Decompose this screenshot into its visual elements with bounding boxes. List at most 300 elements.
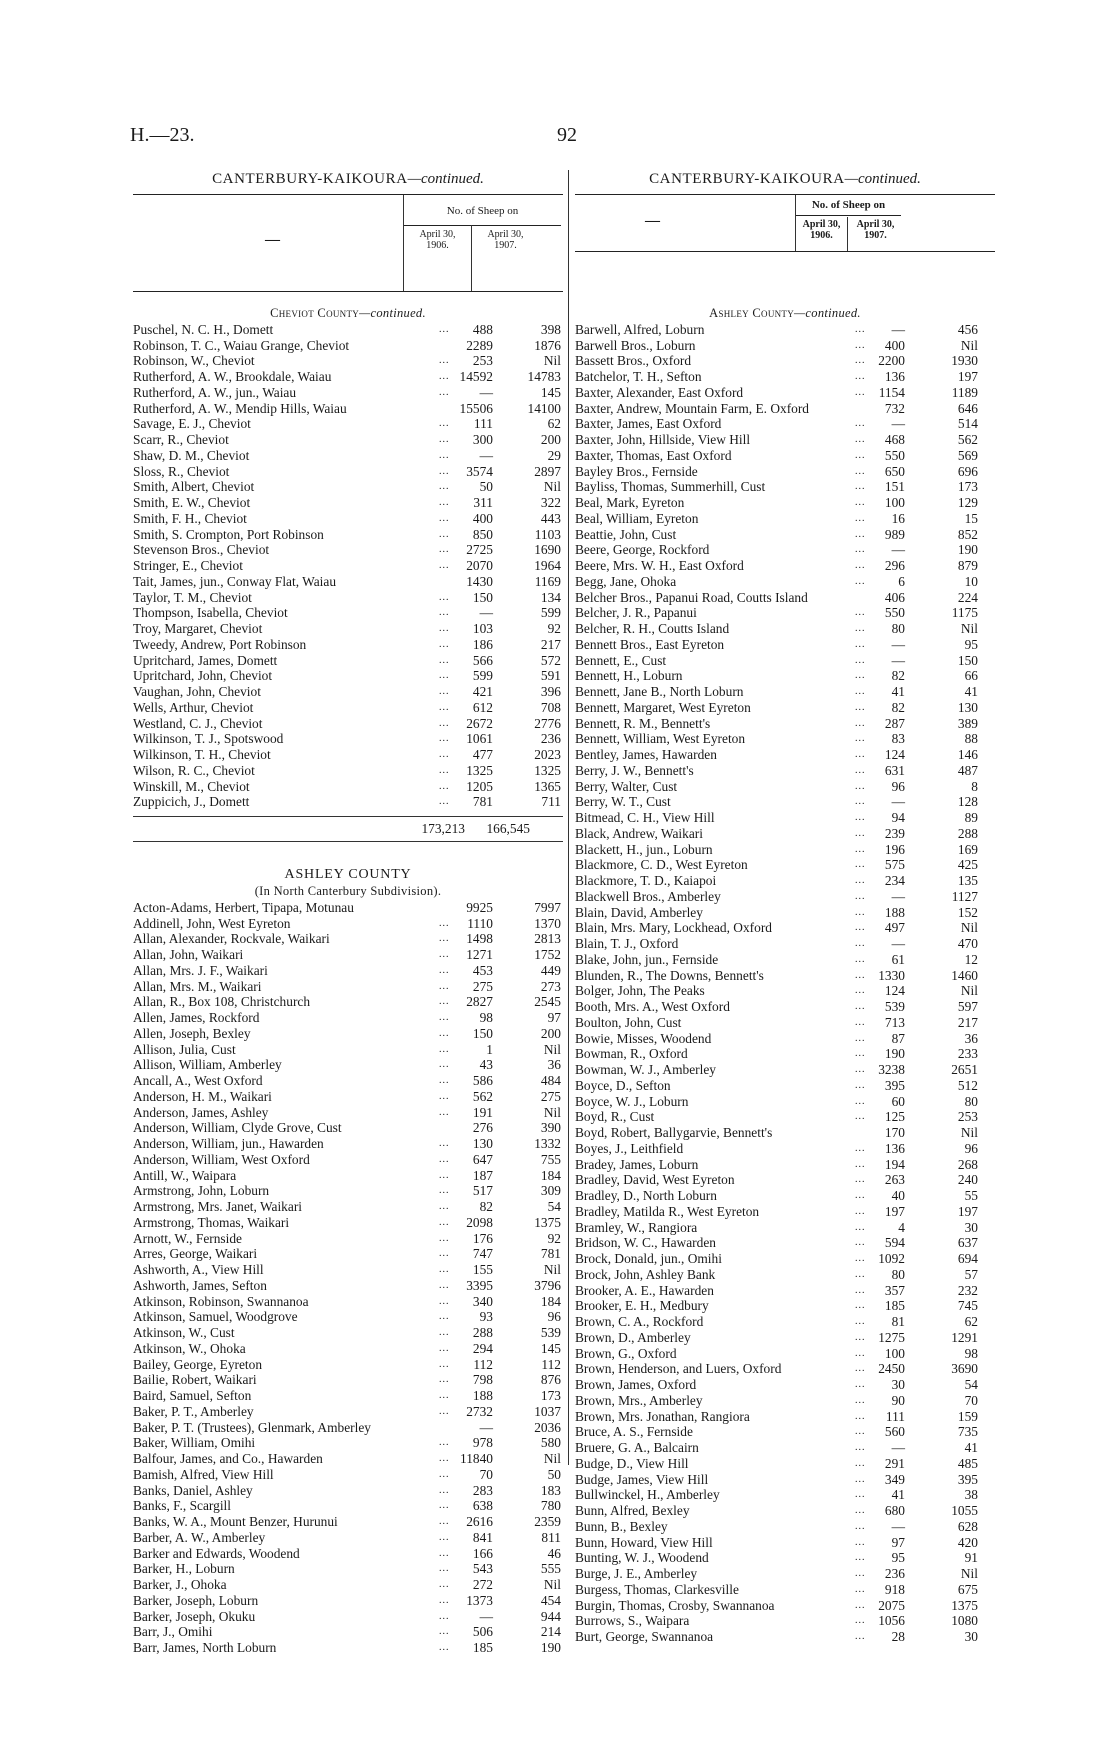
sheep-1907: 7997 (534, 899, 561, 915)
sheep-1907: 1365 (534, 778, 561, 794)
sheep-1907: 1752 (534, 947, 561, 962)
sheep-1907: 780 (540, 1498, 561, 1514)
table-row (575, 1361, 995, 1377)
holder-name: Anderson, William, West Oxford (133, 1151, 310, 1167)
sheep-1906: 28 (891, 1629, 905, 1644)
table-row (133, 448, 563, 464)
leader-dots: ... (439, 1264, 450, 1275)
holder-name: Brown, Mrs., Amberley (575, 1392, 703, 1408)
name-column-header: — (265, 232, 280, 248)
sheep-1906: 781 (472, 794, 493, 810)
sheep-1906: 125 (884, 1109, 905, 1125)
table-row (133, 1105, 563, 1121)
sheep-1906: 95 (891, 1550, 905, 1566)
sheep-1906: 560 (884, 1424, 905, 1440)
leader-dots: ... (855, 938, 866, 949)
table-row (133, 432, 563, 448)
table-row (133, 1294, 563, 1310)
leader-dots: ... (855, 528, 866, 540)
leader-dots: ... (439, 980, 450, 992)
sheep-1907: 89 (964, 810, 978, 825)
sheep-1906: 400 (472, 510, 493, 526)
sheep-1907: 1325 (534, 762, 561, 778)
leader-dots: ... (855, 670, 866, 682)
sheep-1907: 62 (547, 416, 561, 432)
sheep-1906: 103 (472, 621, 493, 636)
table-row (133, 700, 563, 716)
sheep-1906: 406 (884, 589, 905, 605)
sheep-1906: 150 (472, 589, 493, 605)
sheep-1907: 1375 (534, 1214, 561, 1230)
sheep-1907: 92 (547, 1230, 561, 1246)
table-row (575, 542, 995, 558)
right-column (575, 168, 995, 1645)
leader-dots: ... (855, 1064, 866, 1075)
holder-name: Boyce, D., Sefton (575, 1077, 671, 1093)
sheep-1906: 798 (472, 1372, 493, 1388)
holder-name: Belcher, J. R., Papanui (575, 605, 697, 621)
holder-name: Berry, W. T., Cust (575, 794, 671, 810)
holder-name: Booth, Mrs. A., West Oxford (575, 999, 730, 1014)
sheep-1906: 82 (479, 1199, 493, 1214)
sheep-1906: 186 (472, 636, 493, 652)
sheep-1907: 150 (957, 652, 978, 668)
table-row (133, 1120, 563, 1136)
sheep-1906: 1056 (878, 1613, 905, 1629)
leader-dots: ... (855, 1363, 866, 1375)
sheep-1907: 555 (540, 1561, 561, 1577)
sheep-1906: 94 (891, 810, 905, 825)
leader-dots: ... (855, 1615, 866, 1627)
sheep-1906: 1110 (467, 915, 493, 931)
sheep-1906: 97 (891, 1534, 905, 1550)
holder-name: Bentley, James, Hawarden (575, 747, 717, 762)
holder-name: Bayliss, Thomas, Summerhill, Cust (575, 479, 766, 495)
table-row (575, 637, 995, 653)
holder-name: Antill, W., Waipara (133, 1167, 237, 1183)
table-row (133, 979, 563, 995)
holder-name: Brown, D., Amberley (575, 1329, 691, 1345)
holder-name: Anderson, H. M., Waikari (133, 1088, 272, 1104)
holder-name: Brown, Mrs. Jonathan, Rangiora (575, 1408, 750, 1424)
sheep-1907: 129 (957, 495, 978, 510)
leader-dots: ... (439, 686, 450, 697)
leader-dots: ... (855, 1016, 866, 1028)
sheep-count-header: No. of Sheep on (404, 197, 561, 226)
ashley-table-left (133, 900, 563, 1656)
table-row (133, 1388, 563, 1404)
sheep-1907: 128 (957, 794, 978, 810)
holder-name: Anderson, William, jun., Hawarden (133, 1136, 324, 1151)
leader-dots: ... (439, 764, 450, 776)
sheep-1906: 275 (472, 978, 493, 994)
table-row (133, 1199, 563, 1215)
table-row (133, 1577, 563, 1593)
sheep-1906: 276 (472, 1120, 493, 1136)
sheep-1907: 253 (957, 1109, 978, 1125)
table-row (133, 716, 563, 732)
leader-dots: ... (439, 1358, 450, 1370)
table-row (575, 1235, 995, 1251)
holder-name: Blain, T. J., Oxford (575, 936, 679, 951)
sheep-1907: Nil (543, 353, 561, 369)
leader-dots: ... (439, 355, 450, 367)
leader-dots: ... (855, 1331, 866, 1343)
leader-dots: ... (439, 1594, 450, 1606)
sheep-1906: 60 (891, 1093, 905, 1109)
sheep-1907: 389 (957, 715, 978, 731)
holder-name: Berry, Walter, Cust (575, 778, 678, 794)
sheep-1906: — (891, 636, 905, 652)
leader-dots: ... (439, 1059, 450, 1071)
table-row (575, 1125, 995, 1141)
holder-name: Bradley, D., North Loburn (575, 1188, 717, 1203)
table-row (133, 511, 563, 527)
holder-name: Robinson, T. C., Waiau Grange, Cheviot (133, 337, 350, 353)
leader-dots: ... (855, 1032, 866, 1044)
leader-dots: ... (439, 996, 450, 1008)
table-row (575, 464, 995, 480)
table-row (575, 527, 995, 543)
sheep-1907: 159 (957, 1408, 978, 1424)
sheep-1906: 150 (472, 1025, 493, 1041)
sheep-1907: 275 (540, 1088, 561, 1104)
sheep-1906: 566 (472, 652, 493, 668)
leader-dots: ... (855, 1253, 866, 1264)
table-row (575, 1031, 995, 1047)
table-row (575, 905, 995, 921)
sheep-1907: 646 (957, 400, 978, 416)
leader-dots: ... (855, 1442, 866, 1453)
sheep-1906: 82 (891, 699, 905, 715)
table-row (133, 1057, 563, 1073)
leader-dots: ... (855, 1520, 866, 1532)
sheep-1906: 151 (884, 479, 905, 495)
sheep-1906: 841 (472, 1529, 493, 1545)
holder-name: Baker, P. T. (Trustees), Glenmark, Amberley (133, 1419, 371, 1435)
sheep-1907: 745 (957, 1298, 978, 1314)
leader-dots: ... (439, 1279, 450, 1291)
holder-name: Upritchard, James, Domett (133, 652, 278, 668)
sheep-1907: 876 (540, 1372, 561, 1388)
leader-dots: ... (439, 544, 450, 556)
sheep-1906: 16 (891, 510, 905, 526)
sheep-1906: 234 (884, 873, 905, 888)
holder-name: Anderson, William, Clyde Grove, Cust (133, 1120, 342, 1136)
leader-dots: ... (855, 386, 866, 398)
leader-dots: ... (855, 1001, 866, 1012)
holder-name: Sloss, R., Cheviot (133, 463, 230, 479)
sheep-1906: 488 (472, 321, 493, 337)
sheep-1907: 112 (541, 1356, 561, 1372)
holder-name: Boyd, Robert, Ballygarvie, Bennett's (575, 1125, 773, 1140)
holder-name: Wilson, R. C., Cheviot (133, 762, 255, 778)
leader-dots: ... (439, 701, 450, 713)
table-row (575, 889, 995, 905)
holder-name: Brown, James, Oxford (575, 1377, 697, 1392)
sheep-1906: — (891, 794, 905, 810)
holder-name: Brooker, A. E., Hawarden (575, 1282, 714, 1298)
table-row (133, 1640, 563, 1656)
holder-name: Allen, James, Rockford (133, 1010, 260, 1025)
holder-name: Rutherford, A. W., Brookdale, Waiau (133, 369, 332, 384)
ashley-county-heading: ASHLEY COUNTY (284, 867, 412, 882)
sheep-1906: — (479, 1608, 493, 1624)
table-row (133, 1420, 563, 1436)
sheep-1906: 1373 (466, 1592, 493, 1608)
sheep-1906: 517 (472, 1183, 493, 1199)
leader-dots: ... (855, 654, 866, 666)
sheep-1907: 708 (540, 699, 561, 715)
leader-dots: ... (439, 434, 450, 445)
table-row (133, 558, 563, 574)
sheep-1907: 675 (957, 1581, 978, 1597)
leader-dots: ... (439, 497, 450, 508)
holder-name: Baxter, Alexander, East Oxford (575, 384, 744, 400)
holder-name: Bunn, B., Bexley (575, 1518, 668, 1534)
sheep-1906: 349 (884, 1471, 905, 1487)
sheep-1907: 50 (547, 1466, 561, 1482)
sheep-1906: 111 (885, 1408, 905, 1424)
sheep-1906: 453 (472, 962, 493, 978)
holder-name: Shaw, D. M., Cheviot (133, 447, 250, 463)
table-row (575, 1220, 995, 1236)
leader-dots: ... (855, 465, 866, 477)
holder-name: Blake, John, jun., Fernside (575, 951, 719, 967)
sheep-1907: Nil (960, 983, 978, 999)
table-row (575, 1393, 995, 1409)
table-row (133, 668, 563, 684)
table-row (575, 1188, 995, 1204)
sheep-1906: 294 (472, 1340, 493, 1356)
sheep-1906: 1271 (466, 947, 493, 962)
table-row (575, 920, 995, 936)
table-row (575, 1424, 995, 1440)
sheep-1907: 1291 (951, 1329, 978, 1345)
leader-dots: ... (855, 1536, 866, 1548)
leader-dots: ... (855, 780, 866, 792)
holder-name: Armstrong, John, Loburn (133, 1183, 270, 1199)
table-row (575, 1330, 995, 1346)
cheviot-table (133, 322, 563, 810)
sheep-1906: 1430 (466, 573, 493, 589)
holder-name: Scarr, R., Cheviot (133, 432, 229, 447)
right-column-header (575, 194, 995, 252)
leader-dots: ... (439, 1453, 450, 1464)
leader-dots: ... (855, 1190, 866, 1201)
sheep-1907: 200 (540, 432, 561, 447)
table-row (575, 1283, 995, 1299)
sheep-1906: 30 (891, 1377, 905, 1392)
table-row (133, 653, 563, 669)
table-row (575, 1487, 995, 1503)
holder-name: Brooker, E. H., Medbury (575, 1298, 709, 1314)
sheep-1906: 170 (884, 1125, 905, 1140)
sheep-1906: 1 (486, 1041, 493, 1057)
sheep-1906: 283 (472, 1482, 493, 1498)
leader-dots: ... (439, 1185, 450, 1197)
holder-name: Beere, Mrs. W. H., East Oxford (575, 558, 744, 573)
leader-dots: ... (439, 1248, 450, 1260)
holder-name: Belcher, R. H., Coutts Island (575, 621, 730, 636)
table-row (133, 1609, 563, 1625)
table-row (133, 900, 563, 916)
sheep-1906: 176 (472, 1230, 493, 1246)
leader-dots: ... (855, 717, 866, 729)
sheep-1906: 136 (884, 369, 905, 384)
holder-name: Bowman, R., Oxford (575, 1046, 688, 1062)
holder-name: Acton-Adams, Herbert, Tipapa, Motunau (133, 899, 354, 915)
sheep-1907: 15 (964, 510, 978, 526)
holder-name: Bridson, W. C., Hawarden (575, 1235, 716, 1251)
leader-dots: ... (439, 1342, 450, 1354)
sheep-1907: Nil (543, 1041, 561, 1057)
holder-name: Barker, J., Ohoka (133, 1577, 227, 1592)
table-row (133, 1231, 563, 1247)
table-row (133, 1530, 563, 1546)
table-row (575, 653, 995, 669)
leader-dots: ... (439, 1169, 450, 1181)
sheep-1907: 1460 (951, 967, 978, 983)
sheep-1907: 852 (957, 526, 978, 542)
sheep-1907: 197 (957, 369, 978, 384)
table-row (575, 857, 995, 873)
table-row (133, 1246, 563, 1262)
sheep-1906: 747 (472, 1246, 493, 1262)
sheep-1906: 1330 (878, 967, 905, 983)
table-row (575, 1440, 995, 1456)
holder-name: Bailey, George, Eyreton (133, 1356, 263, 1372)
sheep-1907: 3796 (534, 1277, 561, 1293)
sheep-1907: 14783 (527, 369, 561, 384)
holder-name: Bennett Bros., East Eyreton (575, 636, 725, 652)
holder-name: Baker, P. T., Amberley (133, 1403, 254, 1419)
holder-name: Thompson, Isabella, Cheviot (133, 605, 288, 621)
table-row (575, 794, 995, 810)
leader-dots: ... (439, 917, 450, 929)
table-row (133, 1168, 563, 1184)
holder-name: Vaughan, John, Cheviot (133, 684, 261, 699)
sheep-count-header: No. of Sheep on (796, 195, 901, 216)
sheep-1907: 1189 (951, 384, 978, 400)
sheep-1906: 9925 (466, 899, 493, 915)
leader-dots: ... (439, 1027, 450, 1039)
sheep-1907: 484 (540, 1073, 561, 1088)
sheep-1906: 166 (472, 1545, 493, 1561)
sheep-1907: 190 (957, 542, 978, 558)
table-row (133, 994, 563, 1010)
sheep-1907: 398 (540, 321, 561, 337)
table-row (575, 369, 995, 385)
sheep-1907: 184 (540, 1167, 561, 1183)
holder-name: Budge, D., View Hill (575, 1455, 689, 1471)
table-row (575, 1613, 995, 1629)
right-section-title: CANTERBURY-KAIKOURA—continued. (649, 171, 921, 187)
sheep-1906: 87 (891, 1030, 905, 1046)
holder-name: Bramley, W., Rangiora (575, 1219, 698, 1235)
holder-name: Bitmead, C. H., View Hill (575, 810, 715, 825)
table-row (575, 1094, 995, 1110)
leader-dots: ... (439, 1043, 450, 1055)
leader-dots: ... (855, 418, 866, 430)
ashley-county-continued-heading: Ashley County—continued. (709, 306, 861, 320)
sheep-1906: 1092 (878, 1251, 905, 1266)
sheep-1906: 43 (479, 1057, 493, 1073)
holder-name: Ancall, A., West Oxford (133, 1073, 263, 1088)
sheep-1907: Nil (543, 479, 561, 495)
table-row (575, 810, 995, 826)
sheep-1907: Nil (960, 621, 978, 636)
total-1906: 173,213 (421, 821, 465, 836)
table-row (575, 401, 995, 417)
table-row (575, 1062, 995, 1078)
sheep-1906: 41 (891, 1487, 905, 1503)
sheep-1907: 454 (540, 1592, 561, 1608)
sheep-1906: 311 (473, 495, 493, 510)
table-row (575, 747, 995, 763)
sheep-1907: 91 (964, 1550, 978, 1566)
sheep-1907: 145 (540, 1340, 561, 1356)
leader-dots: ... (439, 1390, 450, 1401)
sheep-1907: 591 (540, 668, 561, 684)
holder-name: Boulton, John, Cust (575, 1014, 682, 1030)
sheep-1906: 2725 (466, 542, 493, 558)
column-divider (568, 170, 569, 1465)
sheep-1907: 396 (540, 684, 561, 699)
leader-dots: ... (439, 1405, 450, 1417)
sheep-1907: 569 (957, 447, 978, 463)
leader-dots: ... (439, 560, 450, 571)
leader-dots: ... (855, 1631, 866, 1642)
sheep-1907: 1080 (951, 1613, 978, 1629)
sheep-1907: 55 (964, 1188, 978, 1203)
leader-dots: ... (855, 890, 866, 902)
leader-dots: ... (855, 1394, 866, 1406)
table-row (133, 1341, 563, 1357)
leader-dots: ... (855, 749, 866, 760)
sheep-1907: 240 (957, 1172, 978, 1188)
leader-dots: ... (855, 575, 866, 587)
holder-name: Brock, Donald, jun., Omihi (575, 1251, 722, 1266)
holder-name: Black, Andrew, Waikari (575, 825, 703, 841)
leader-dots: ... (439, 964, 450, 976)
sheep-1907: Nil (960, 337, 978, 353)
sheep-1906: 680 (884, 1503, 905, 1518)
sheep-1906: 2672 (466, 715, 493, 731)
leader-dots: ... (439, 670, 450, 682)
leader-dots: ... (855, 1473, 866, 1485)
leader-dots: ... (855, 481, 866, 493)
table-row (133, 1546, 563, 1562)
leader-dots: ... (855, 1158, 866, 1170)
sheep-1907: 456 (957, 321, 978, 337)
leader-dots: ... (855, 1347, 866, 1359)
table-row (575, 1109, 995, 1125)
table-row (575, 1409, 995, 1425)
sheep-1906: 190 (884, 1046, 905, 1062)
sheep-1907: 8 (971, 778, 978, 794)
sheep-1907: 62 (964, 1314, 978, 1329)
sheep-1907: 38 (964, 1487, 978, 1503)
table-row (133, 621, 563, 637)
leader-dots: ... (855, 1568, 866, 1579)
cheviot-county-heading: Cheviot County—continued. (270, 306, 426, 320)
sheep-1907: 183 (540, 1482, 561, 1498)
sheep-1906: 713 (884, 1014, 905, 1030)
sheep-1907: 539 (540, 1325, 561, 1340)
holder-name: Bowie, Misses, Woodend (575, 1030, 712, 1046)
leader-dots: ... (439, 1468, 450, 1480)
